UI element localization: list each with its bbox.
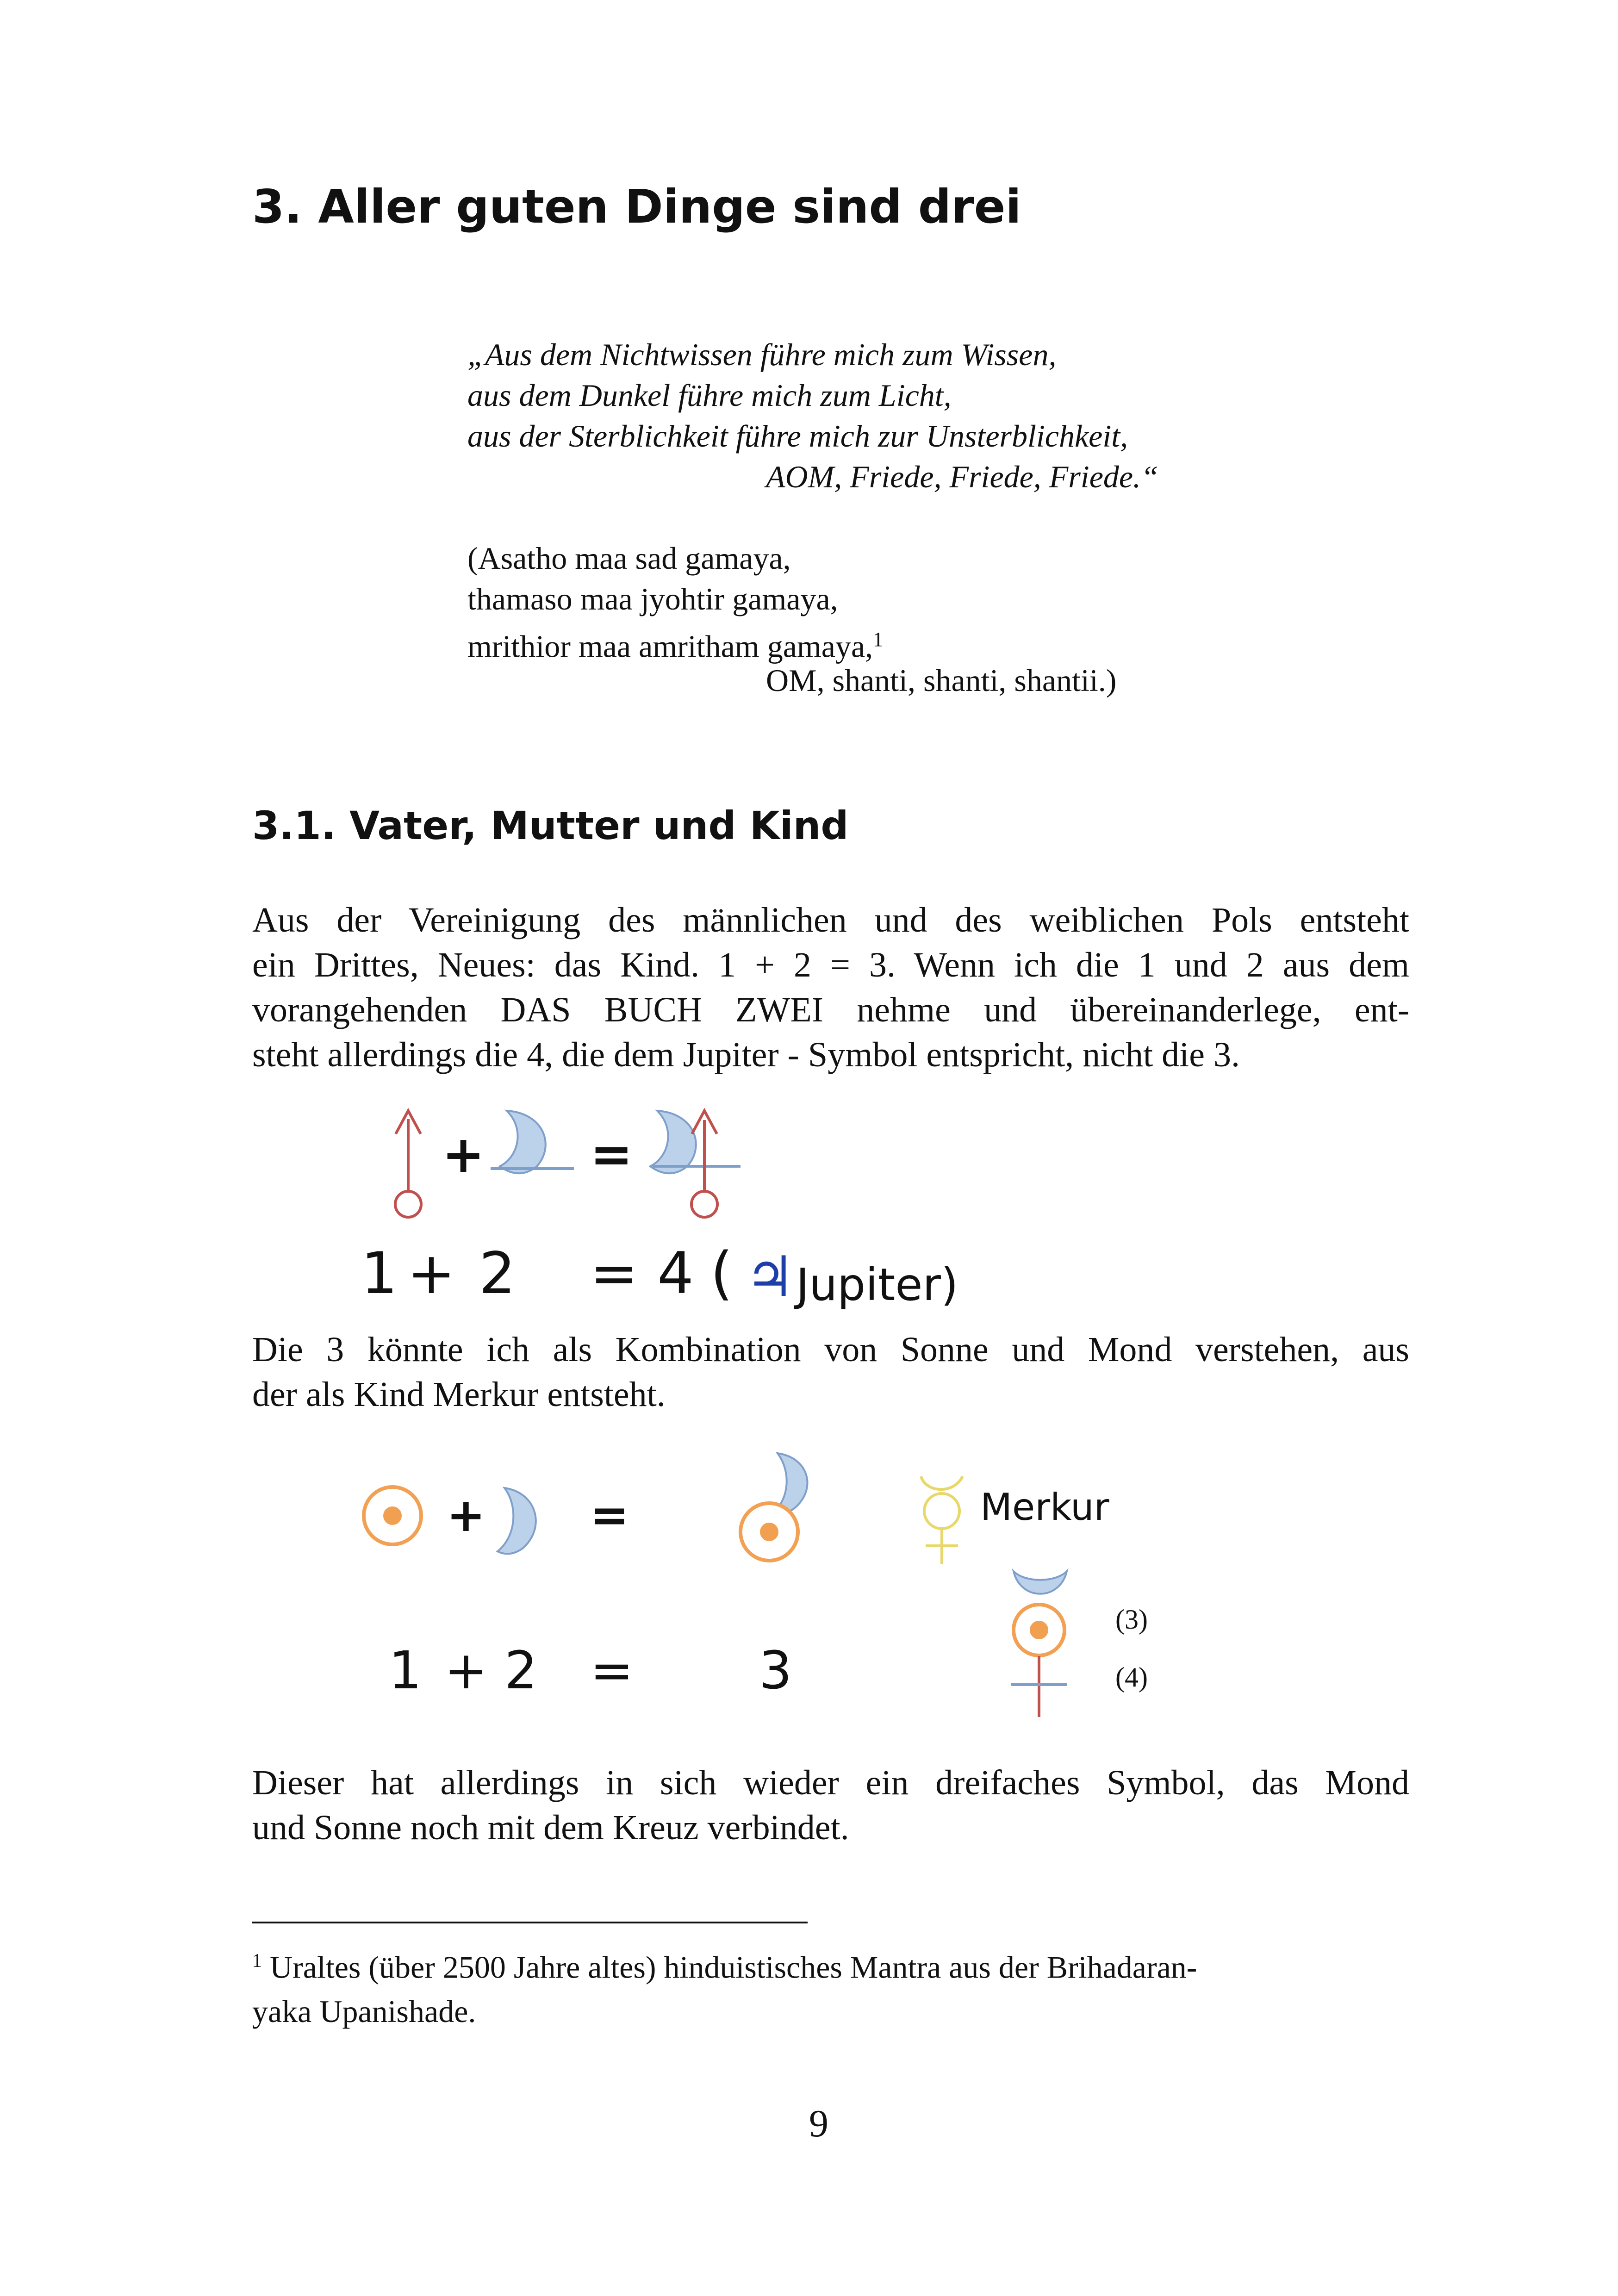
- equation-1-one: 1: [361, 1240, 398, 1307]
- epigraph-line-3: aus der Sterblichkeit führe mich zur Unsterblichkeit,: [467, 418, 1128, 454]
- footnote-mark: 1: [252, 1950, 262, 1972]
- equation-1-two: 2: [479, 1240, 516, 1307]
- jupiter-icon: ♃: [745, 1245, 795, 1309]
- equation-2-two: 2: [504, 1641, 538, 1701]
- epigraph-line-4: AOM, Friede, Friede, Friede.“: [766, 459, 1158, 494]
- label-four: (4): [1115, 1662, 1148, 1692]
- page-number: 9: [809, 2102, 828, 2145]
- mantra-line-4: OM, shanti, shanti, shantii.): [766, 663, 1117, 698]
- equation-1-equals: =: [590, 1240, 638, 1307]
- footnote-line-1: [252, 1939, 1363, 1990]
- epigraph-line-2: aus dem Dunkel führe mich zum Licht,: [467, 378, 952, 413]
- footnote-reference: 1: [873, 628, 884, 651]
- footnote-divider: [252, 1922, 808, 1923]
- figure-1-plus: +: [442, 1125, 485, 1184]
- chapter-title: 3. Aller guten Dinge sind drei: [252, 180, 1021, 234]
- moon-two-icon: [491, 1111, 574, 1173]
- mercury-detailed-icon: [1011, 1571, 1067, 1717]
- label-three: (3): [1115, 1604, 1148, 1635]
- mantra-line-3-text: mrithior maa amritham gamaya,: [467, 628, 873, 664]
- equation-2-three: 3: [759, 1641, 792, 1701]
- paragraph-1-line: steht allerdings die 4, die dem Jupiter - Symbol entspricht, nicht die 3.: [252, 1035, 1240, 1074]
- footnote-line-2: yaka Upanishade.: [252, 1993, 476, 2029]
- moon-icon: [498, 1488, 536, 1554]
- equation-1-four: 4: [657, 1240, 694, 1307]
- sun-moon-combined-icon: [741, 1453, 807, 1561]
- equation-2-one: 1: [389, 1641, 422, 1701]
- jupiter-combined-icon: [650, 1111, 741, 1217]
- paragraph-1-line: Aus der Vereinigung des männlichen und des weiblichen Pols entsteht: [252, 901, 1409, 940]
- paragraph-1-line: vorangehenden DAS BUCH ZWEI nehme und übereinanderlege, ent-: [252, 990, 1409, 1029]
- epigraph-line-1: „Aus dem Nichtwissen führe mich zum Wissen,: [467, 337, 1057, 372]
- figure-2-equals: =: [590, 1488, 629, 1542]
- equation-1-plus: +: [407, 1240, 455, 1307]
- jupiter-label: Jupiter): [796, 1259, 958, 1311]
- figure-2-plus: +: [447, 1488, 485, 1542]
- equation-1-open-paren: (: [710, 1240, 733, 1307]
- mercury-icon: [921, 1476, 963, 1564]
- paragraph-2-line: Die 3 könnte ich als Kombination von Sonne und Mond verstehen, aus: [252, 1330, 1409, 1369]
- figure-1-equals: =: [590, 1125, 633, 1184]
- paragraph-2-line: der als Kind Merkur entsteht.: [252, 1375, 666, 1414]
- mantra-line-1: (Asatho maa sad gamaya,: [467, 541, 791, 576]
- paragraph-1: [252, 898, 1409, 1077]
- paragraph-1-line: ein Drittes, Neues: das Kind. 1 + 2 = 3. Wenn ich die 1 und 2 aus dem: [252, 946, 1409, 984]
- section-title: 3.1. Vater, Mutter und Kind: [252, 803, 849, 848]
- paragraph-3-line: und Sonne noch mit dem Kreuz verbindet.: [252, 1808, 849, 1847]
- sun-icon: [364, 1487, 421, 1544]
- footnote: [252, 1939, 1363, 2034]
- equation-2-equals: =: [590, 1641, 634, 1701]
- paragraph-3: [252, 1761, 1409, 1850]
- paragraph-2: [252, 1327, 1409, 1417]
- footnote-text-1: Uraltes (über 2500 Jahre altes) hinduistisches Mantra aus der Brihadaran-: [270, 1949, 1197, 1985]
- arrow-circle-icon: [395, 1111, 421, 1217]
- paragraph-3-line: Dieser hat allerdings in sich wieder ein dreifaches Symbol, das Mond: [252, 1763, 1409, 1802]
- equation-2-plus: +: [444, 1641, 488, 1701]
- merkur-label: Merkur: [980, 1486, 1109, 1529]
- mantra-line-2: thamaso maa jyohtir gamaya,: [467, 581, 838, 616]
